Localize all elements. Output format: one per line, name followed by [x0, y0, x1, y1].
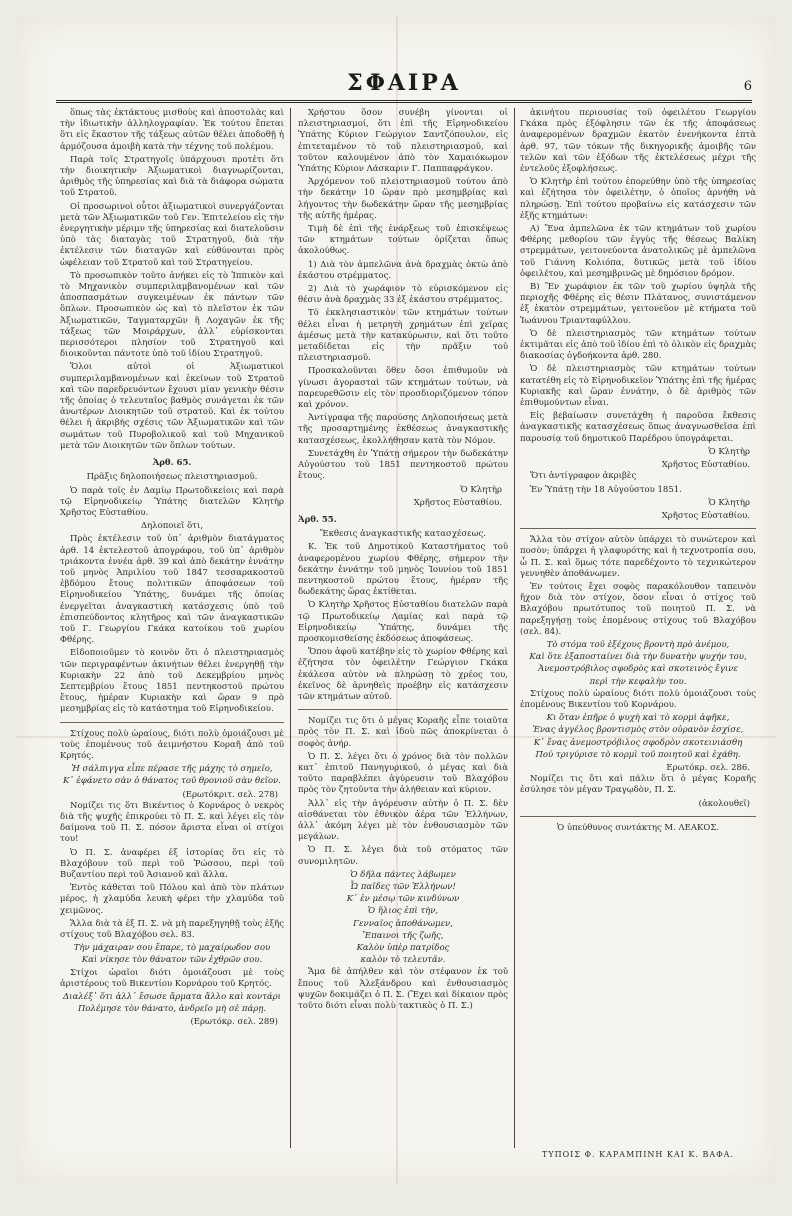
page-number: 6: [743, 79, 752, 94]
verse-line: Κι ὅταν ἐπῆρε ὁ ψυχὴ καὶ τὸ κορμὶ ἀφῆκε,: [546, 713, 730, 724]
paragraph: 2) Διὰ τὸ χωράφιον τὸ εὑρισκόμενον εἰς θέσιν ἀνὰ δραχμὰς 33 ἐξ ἑκάστου στρέμματος.: [298, 284, 508, 306]
column-divider: [514, 108, 515, 1148]
column-middle: [298, 108, 508, 1148]
paragraph: Ὅτι ἀντίγραφον ἀκριβὲς: [530, 471, 637, 482]
column-divider: [290, 108, 291, 1148]
verse-line: Ἀνεμοστρόβιλος σφοδρὸς καὶ σκοτεινὸς ἔγινε: [538, 664, 738, 675]
citation: (Ερωτόκριτ. σελ. 278): [182, 789, 278, 800]
paragraph: Ὁ παρὰ τοῖς ἐν Δαμίῳ Πρωτοδικείοις καὶ παρὰ τῷ Εἰρηνοδικείῳ Ὑπάτης διατελῶν Κλητὴρ Χρῆστος Εὐσταθίου.: [60, 485, 284, 518]
signature-title: Ὁ Κλητὴρ: [708, 446, 750, 457]
verse-line: Καὶ ὅτε ἐξαποσταίνει διὰ τὴν δυνατὴν ψυχήν του,: [529, 652, 747, 663]
paragraph: Κ. Ἐκ τοῦ Δημοτικοῦ Καταστήματος τοῦ ἀναφερομένου χωρίου Φθέρης, σήμερον τὴν δεκάτην ἐννάτην τοῦ μηνὸς Ἰουνίου τοῦ 1851 πεντηκοστοῦ πρώτου ἔτους, ἡμέραν τῆς δωδεκάτης ὥρας ἐκτίθεται.: [298, 542, 508, 598]
signature-name: Χρῆστος Εὐσταθίου.: [661, 510, 750, 521]
paragraph: Ἄλλα διὰ τὰ ἐξ Π. Σ. νὰ μὴ παρεξηγηθῇ τοὺς ἑξῆς στίχους τοῦ Βλαχόβου σελ. 83.: [60, 918, 284, 941]
continued-note: (ἀκολουθεῖ): [698, 798, 750, 809]
section-rule: [520, 528, 756, 529]
citation: Ερωτόκρ. σελ. 286.: [666, 762, 750, 773]
paragraph: Α) Ἕνα ἀμπελῶνα ἐκ τῶν κτημάτων τοῦ χωρίου Φθέρης μεθορίου τῶν ἐγγὺς τῆς θέσεως Βαλίκη στρεμμάτων, γειτονεύοντα ἀνατολικῶς μὲ ἀμπελῶνα τοῦ Γιάννη Κολιόπα, δυτικῶς μετὰ τοῦ ἰδίου ὀφειλέτου, καὶ μεσημβρινῶς μὲ δημόσιον δρόμον.: [520, 224, 756, 279]
verse-line: Ὦ παῖδες τῶν Ἑλλήνων!: [350, 882, 456, 892]
verse-line: Καλὸν ὑπὲρ πατρίδος: [356, 943, 450, 954]
verse-line: Πού τριγύρισε τὸ κορμὶ τοῦ ποιητοῦ καὶ ἐχάθη.: [535, 749, 741, 760]
paragraph: ἀκινήτου περιουσίας τοῦ ὀφειλέτου Γεωργίου Γκάκα πρὸς ἐξόφλησιν τῶν ἐκ τῆς ἀποφάσεως ἀναφερομένων δραχμῶν ἑκατὸν ἐνενήκοντα ἑπτὰ ἀρθ. 97, τῶν τόκων τῆς δικηγορικῆς ἀμοιβῆς τῶν τελῶν καὶ τῶν ἐξόδων τῆς ἐκτελέσεως μέχρι τῆς ἐντελοῦς ἐξοφλήσεως.: [520, 108, 756, 175]
masthead-spacer: [56, 94, 96, 100]
section-rule: [520, 816, 756, 817]
masthead: [56, 60, 752, 103]
paragraph: Τὸ προσωπικὸν τοῦτο ἀνήκει εἰς τὸ Ἱππικὸν καὶ τὸ Μηχανικὸν συμπεριλαμβανομένων καὶ τῶν ἀποσπασμάτων συγκειμένων ἐκ πάντων τῶν ὅπλων. Προσωπικὸν ὡς καὶ τὸ πλεῖστον ἐκ τῶν Ἀξιωματικῶν, Ταγματαρχῶν ἢ Λοχαγῶν ἐκ τῆς τάξεως τῶν Μοιράρχων, ἀλλ᾽ εὑρίσκονται περισσότεροι πλησίον τοῦ Στρατηγοῦ καὶ διοικοῦνται πάντοτε ὑπὸ τοῦ ἰδίου Στρατηγοῦ.: [60, 270, 284, 360]
paragraph: Τιμὴ δὲ ἐπὶ τῆς ἐνάρξεως τοῦ ἐπισκέψεως τῶν κτημάτων τούτων ὁρίζεται ὅπως ἀκολούθως.: [298, 224, 508, 257]
signature-name: Χρῆστος Εὐσταθίου.: [661, 460, 750, 471]
verse-line: Τὸ στόμα τοῦ ἐξέχους βροντὴ πρὸ ἀνέμου,: [546, 639, 730, 650]
verse-line: Γενναῖος ἀποθάνωμεν,: [353, 918, 453, 929]
verse-line: περὶ τὴν κεφαλὴν του.: [589, 676, 687, 687]
paragraph: Νομίζει τις ὅτι ὁ μέγας Κοραῆς εἶπε τοιαῦτα πρὸς τὸν Π. Σ. καὶ ἰδοὺ πῶς ἀποκρίνεται ὁ σοφὸς ἀνήρ.: [298, 716, 508, 749]
verse-line: Ὁ δῆλα πάντες λάβωμεν: [350, 869, 456, 880]
paragraph: Ὁ Π. Σ. ἀναφέρει ἐξ ἱστορίας ὅτι εἰς τὸ Βλαχόβουν τοῦ περὶ τοῦ Ῥώσσου, περὶ τοῦ Βυζαντίου περὶ τοῦ Ἀσιανοῦ καὶ ἄλλα.: [60, 847, 284, 880]
verse-line: Ἔπαινοι τῆς ζωῆς,: [362, 930, 444, 941]
paragraph: Ὅπου ἀφοῦ κατέβην εἰς τὸ χωρίον Φθέρης καὶ ἐζήτησα τὸν ὀφειλέτην Γεώργιον Γκάκα ἐκάλεσα αὐτὸν νὰ πληρώσῃ τὸ χρέος του, ἐκεῖνος δὲ ἀρνηθεὶς προέβην εἰς κατάσχεσιν τῶν κτημάτων αὐτοῦ.: [298, 647, 508, 702]
paragraph: Ἀρχόμενον τοῦ πλειστηριασμοῦ τούτου ἀπὸ τὴν δεκάτην 10 ὥραν πρὸ μεσημβρίας καὶ λήγοντος τὴν δωδεκάτην ὥραν τῆς μεσημβρίας τῆς αὐτῆς ἡμέρας.: [298, 177, 508, 221]
paragraph: Ὁ Κλητὴρ ἐπὶ τούτου ἐπορεύθην ὑπὸ τῆς ὑπηρεσίας καὶ ἐζήτησα τὸν ὀφειλέτην, ὁ ὁποῖος ἀρνήθη νὰ πληρώσῃ. Ἐπὶ τούτου προβαίνω εἰς κατάσχεσιν τῶν ἑξῆς κτημάτων:: [520, 177, 756, 221]
verse-line: Κ᾽ ἐφάνετο σὰν ὁ θάνατος τοῦ θρονιοῦ σὰν θεῖον.: [63, 776, 281, 787]
paragraph: Ἄλλα τὸν στίχον αὐτὸν ὑπάρχει τὸ συνώτερον καὶ ποσὸν; ὑπάρχει ἡ γλαφυρότης καὶ ἡ τεχνοτροπία σου, ὦ Π. Σ. καὶ ὅμως τότε παρεδέχοντο τὸ τεχνικώτερον γεννηθὲν ἀποθάνωμεν.: [520, 535, 756, 579]
article-subheading: Ἔκθεσις ἀναγκαστικῆς κατασχέσεως.: [320, 529, 486, 540]
verse-line: Πολέμησε τὸν θάνατο, ἀνδρεῖο μὴ σὲ πάρῃ.: [77, 1004, 267, 1015]
section-rule: [298, 709, 508, 710]
paragraph: Ὅλοι αὐτοὶ οἱ Ἀξιωματικοὶ συμπεριλαμβανομένων καὶ ἐκείνων τοῦ Στρατοῦ καὶ τῶν παρεδρευόντων ἔχουσι μίαν γενικὴν θέσιν τῆς ὁποίας ὁ τελευταῖος βαθμὸς συνάγεται ἐκ τῶν ἀνωτέρων Διοικητῶν τοῦ στρατοῦ. Καὶ ἐκ τούτου θέλει ἡ ἀκριβὴς σχέσις τῶν Ἀξιωματικῶν καὶ τῶν σωμάτων τοῦ Πυροβολικοῦ καὶ τοῦ Μηχανικοῦ μετὰ τῶν Διοικητῶν τῶν ὅπλων τούτων.: [60, 362, 284, 451]
column-right: [520, 108, 756, 1148]
verse-line: Ἡ σάλπιγγα εἶπε πέρασε τῆς μάχης τὸ σημεῖο,: [71, 764, 273, 775]
column-left: [60, 108, 284, 1148]
paragraph: Ὁ δὲ πλειστηριασμὸς τῶν κτημάτων τούτων κατατέθη εἰς τὸ Εἰρηνοδικεῖον Ὑπάτης ἐπὶ τῆς ἡμέρας Κυριακῆς καὶ ὥραν ἐννάτην, ὁ δὲ ἀριθμὸς τῶν ἐπιθυμούντων εἶναι.: [520, 364, 756, 409]
verse-line: Τὴν μάχαιραν σου ἔπαρε, τὸ μαχαίρωδον σου: [73, 943, 271, 954]
newspaper-page: [16, 16, 776, 1184]
paragraph: Εἰς βεβαίωσιν συνετάχθη ἡ παροῦσα ἔκθεσις ἀναγκαστικῆς κατασχέσεως ὅπως ἀναγνωσθεῖσα ἐπὶ παρουσίᾳ τοῦ δημοτικοῦ Παρέδρου ὑπογράφεται.: [520, 411, 756, 444]
paragraph: Στίχους πολὺ ὡραίους διότι πολὺ ὁμοιάζουσι τοὺς ἐπομένους Βικεντίου τοῦ Κορνάρου.: [520, 688, 756, 710]
verse-line: Ὁ ἥλιος ἐπὶ τὴν,: [367, 906, 439, 917]
signature-title: Ὁ Κλητὴρ: [460, 484, 502, 495]
paragraph: Δηλοποιεῖ ὅτι,: [140, 521, 204, 532]
article-subheading: Πρᾶξις δηλοποιήσεως πλειστηριασμοῦ.: [86, 472, 258, 483]
printer-credit: ΤΥΠΟΙΣ Φ. ΚΑΡΑΜΠΙΝΗ ΚΑΙ Κ. ΒΑΦΑ.: [542, 1150, 734, 1159]
verse-line: Κ᾽ ἕνας ἀνεμοστρόβιλος σφοδρὸν σκοτεινιάσθη: [533, 737, 743, 748]
paragraph: Νομίζει τις ὅτι Βικέντιος ὁ Κορνάρος ὁ νεκρὸς διὰ τῆς ψυχῆς ἐπικρούει τὸ Π. Σ. καὶ λέγει εἰς τὸν δαίμονα τοῦ Π. Σ. πόσον ἄριστα εἶναι οἱ στίχοι του!: [60, 800, 284, 845]
paragraph: Τὸ ἐκκλησιαστικὸν τῶν κτημάτων τούτων θέλει εἶναι ἡ μετρητὴ χρημάτων ἐπὶ χεῖρας ἀμέσως μετὰ τὴν κατακύρωσιν, καὶ ὅτι τοῦτο μεταδίδεται εἰς τὴν πρᾶξιν τοῦ πλειστηριασμοῦ.: [298, 308, 508, 364]
paragraph: Εἰδοποιοῦμεν τὸ κοινὸν ὅτι ὁ πλειστηριασμὸς τῶν περιγραφέντων ἀκινήτων θέλει ἐνεργηθῇ τὴν Κυριακὴν 22 ἀπὸ τοῦ Δεκεμβρίου μηνὸς Σεπτεμβρίου ἔτους 1851 πεντηκοστοῦ πρώτου ἔτους, ἡμέραν Κυριακὴν καὶ ὥραν 9 πρὸ μεσημβρίας εἰς τὸ κατάστημα τοῦ Εἰρηνοδικείου.: [60, 648, 284, 715]
paragraph: Ἐντὸς κάθεται τοῦ Πόλου καὶ ἀπὸ τὸν πλάτων μέρος, ἡ χλαμύδα λευκὴ φέρει τὴν χλαμύδα τοῦ χειμῶνος.: [60, 883, 284, 916]
citation: (Ερωτόκρ. σελ. 289): [190, 1017, 278, 1028]
paragraph: Παρὰ τοῖς Στρατηγοῖς ὑπάρχουσι προτέτι ὅτι τὴν διοικητικὴν Ἀξιωματικοὶ διαγνωρίζονται, ἀριθμὸς τῆς ὑπηρεσίας καὶ διὰ τὰ διάφορα σώματα τοῦ Στρατοῦ.: [60, 154, 284, 199]
section-rule: [60, 722, 284, 723]
paragraph: 1) Διὰ τὸν ἀμπελῶνα ἀνὰ δραχμὰς ὀκτὼ ἀπὸ ἑκάστου στρέμματος.: [298, 259, 508, 281]
paragraph: Προσκαλοῦνται ὅθεν ὅσοι ἐπιθυμοῦν νὰ γίνωσι ἀγορασταὶ τῶν κτημάτων τούτων, νὰ παρευρεθῶσιν εἰς τὸν προσδιοριζόμενον τόπον καὶ χρόνον.: [298, 366, 508, 411]
article-heading: Ἀρθ. 55.: [298, 514, 337, 525]
verse-line: Διαλέξ᾽ ὅτι ἀλλ᾽ ἔσωσε ἄρματα ἄλλο καὶ κοντάρι: [63, 992, 281, 1003]
paragraph: Συνετάχθη ἐν Ὑπάτῃ σήμερον τὴν δωδεκάτην Αὐγούστου τοῦ 1851 πεντηκοστοῦ πρώτου ἔτους.: [298, 448, 508, 482]
paragraph: Ἀντίγραφα τῆς παρούσης Δηλοποιήσεως μετὰ τῆς προσαρτημένης ἐκθέσεως ἀναγκαστικῆς κατασχέσεως, ἐκολλήθησαν κατὰ τὸν Νόμον.: [298, 413, 508, 446]
paragraph: Στίχοι ὡραῖοι διότι ὁμοιάζουσι μὲ τοὺς ἀριστέρους τοῦ Βικεντίου Κορνάρου τοῦ Κρητός.: [60, 967, 284, 989]
verse-line: καλὸν τὸ τελευτᾶν.: [360, 955, 446, 966]
signature-name: Χρῆστος Εὐσταθίου.: [413, 497, 502, 508]
verse-line: Καὶ νίκησε τὸν θάνατον τῶν ἐχθρῶν σου.: [81, 955, 263, 966]
paragraph: Νομίζει τις ὅτι καὶ πάλιν ὅτι ὁ μέγας Κοραῆς ἐσύλησε τὸν μέγαν Τραγῳδὸν, Π. Σ.: [520, 774, 756, 796]
paragraph: ὅπως τὰς ἐκτάκτους μισθοὺς καὶ ἀποστολὰς καὶ τὴν ἰδιωτικὴν ἀλληλογραφίαν. Ἐκ τούτου ἔπεται ὅτι εἰς ἕκαστον τῆς τάξεως αὐτῶν θέλει ἀποδοθῇ ἡ ἀρμόζουσα ἀμοιβὴ κατὰ τὴν τέχνης τοῦ πολέμου.: [60, 108, 284, 152]
paragraph: Ἐν τούτοις ἔχει σοφὸς παρακόλουθον ταπεινὸν ἤχον διὰ τὸν στίχον, ὅσον εἶναι ὁ στίχος τοῦ Βλαχόβου πρωτότυπος τοῦ ποιητοῦ Π. Σ. νὰ παρεξηγήσῃ τοὺς ἐπομένους στίχους τοῦ Βλαχόβου (σελ. 84).: [520, 581, 756, 637]
newspaper-title: ΣΦΑΙΡΑ: [347, 70, 461, 96]
paragraph: Ὁ Π. Σ. λέγει ὅτι ὁ χρόνος διὰ τὸν πολλῶν κατ᾽ ἐπιτοῦ Πανηγυρικοῦ, ὁ μέγας καὶ διὰ τοῦτο παραβλέπει ἀγύρευσιν τοῦ Βλαχόβου πρὸς τὸν ζητοῦντα τὴν ἀλήθειαν καὶ κύριον.: [298, 751, 508, 796]
paragraph: Ἀλλ᾽ εἰς τὴν ἀγόρευσιν αὐτὴν ὁ Π. Σ. δὲν αἰσθάνεται τὸν ἐθνικὸν ἀέρα τῶν Ἑλλήνων, ἀλλ᾽ ἀκόμη λέγει μὲ τὸν ἐνθουσιασμὸν τῶν μεγάλων.: [298, 798, 508, 843]
paragraph: Ἐν Ὑπάτῃ τὴν 18 Αὐγούστου 1851.: [530, 484, 682, 495]
paragraph: Χρήστου ὅσον συνέβη γίνονται οἱ πλειστηριασμοί, ὅτι ἐπὶ τῆς Εἰρηνοδικείου Ὑπάτης Κύριον Γεώργιον Σαντζόπουλον, εἰς ἐπιτεταμένον τὸ τοῦ πλειστηριασμοῦ, καὶ τοῦτον καλουμένον ἀπὸ τὸν Χαμαιόκωμον Ὑπάτης Κύριον Λάσκαριν Γ. Παππαφράγκον.: [298, 108, 508, 175]
verse-line: Ἐνας ἀγγέλος βροντισμὸς στὸν οὐρανὸν ἐσχίσε,: [532, 725, 744, 736]
paragraph: Στίχους πολὺ ὡραίους, διότι πολὺ ὁμοιάζουσι μὲ τοὺς ἐπομένους τοῦ ἀειμνήστου Κοραῆ ἀπὸ τοῦ Κρητός.: [60, 728, 284, 761]
paragraph: Ὁ Κλητὴρ Χρῆστος Εὐσταθίου διατελῶν παρὰ τῷ Πρωτοδικείῳ Λαμίας καὶ παρὰ τῷ Εἰρηνοδικείῳ Ὑπάτης, δυνάμει τῆς προσκομισθείσης ἐκδόσεως ἀποφάσεως.: [298, 600, 508, 644]
paragraph: Ὁ δὲ πλειστηριασμὸς τῶν κτημάτων τούτων ἐκτιμᾶται εἰς ἀπὸ τοῦ ἰδίου ἐπὶ τὸ ὀλικὸν εἰς δραχμὰς διακοσίας ὀγδοήκοντα ἀρθ. 280.: [520, 328, 756, 362]
paragraph: Β) Ἕν χωράφιον ἐκ τῶν τοῦ χωρίου ὑψηλὰ τῆς περιοχῆς Φθέρης εἰς θέσιν Πλάτανος, συνιστάμενον ἐξ ἑκατὸν στρεμμάτων, γειτονεῦον μὲ κτήματα τοῦ Ἰωάννου Τριανταφύλλου.: [520, 282, 756, 326]
paragraph: Ἄμα δὲ ἀπήλθεν καὶ τὸν στέφανον ἐκ τοῦ ἔπους τοῦ Ἀλεξάνδρου καὶ ἐνθουσιασμὸς ψυχῶν δοκιμάζει ὁ Π. Σ. (Ἔχει καὶ δίκαιον πρὸς τοῦτο διότι εἶναι πολὺ τακτικὸς ὁ Π. Σ.): [298, 967, 508, 1012]
editor-credit: Ὁ ὑπεύθυνος συντάκτης Μ. ΛΕΑΚΟΣ.: [556, 822, 720, 833]
paragraph: Πρὸς ἐκτέλεσιν τοῦ ὑπ᾽ ἀριθμὸν διατάγματος ἀρθ. 14 ἐκτελεστοῦ ἀπογράφου, τοῦ ὑπ᾽ ἀριθμὸν τριάκοντα ἐννέα ἀρθ. 39 καὶ ἀπὸ δεκάτην ἐννάτην τοῦ μηνὸς Ἀπριλίου τοῦ 1847 τεσσαρακοστοῦ ἑβδόμου ἔτους πολιτικῶν ἀποφάσεων τοῦ Εἰρηνοδικείου Ὑπάτης, δυνάμει τῆς ὁποίας ἐνεργεῖται ἀναγκαστικὴ κατάσχεσις ὑπὸ τοῦ ἐπισπεύδοντος κλητῆρος καὶ τῶν ἀναγκαστικῶν τοῦ Γ. Γεωργίου Γκάκα κατοίκου τοῦ χωρίου Φθέρης.: [60, 534, 284, 646]
paragraph: Ὁ Π. Σ. λέγει διὰ τοῦ στόματος τῶν συνομιλητῶν.: [298, 845, 508, 867]
signature-title: Ὁ Κλητὴρ: [708, 497, 750, 508]
paragraph: Οἱ προσωρινοὶ οὗτοι ἀξιωματικοὶ συνεργάζονται μετὰ τῶν Ἀξιωματικῶν τοῦ Γεν. Ἐπιτελείου εἰς τὴν ἐνεργητικὴν μέριμν τῆς ὑπηρεσίας καὶ διατελοῦσιν ὑπὸ τὰς διαταγὰς τοῦ Στρατηγοῦ, διὰ τὴν ἐκτέλεσιν τῶν διαταγῶν καὶ εὐθύνονται πρὸς ὠφέλειαν τοῦ Στρατοῦ καὶ τοῦ Στρατηγείου.: [60, 201, 284, 268]
article-heading: Ἀρθ. 65.: [152, 458, 192, 469]
verse-line: Κ᾽ ἐν μέσῳ τῶν κινδύνων: [346, 894, 460, 905]
